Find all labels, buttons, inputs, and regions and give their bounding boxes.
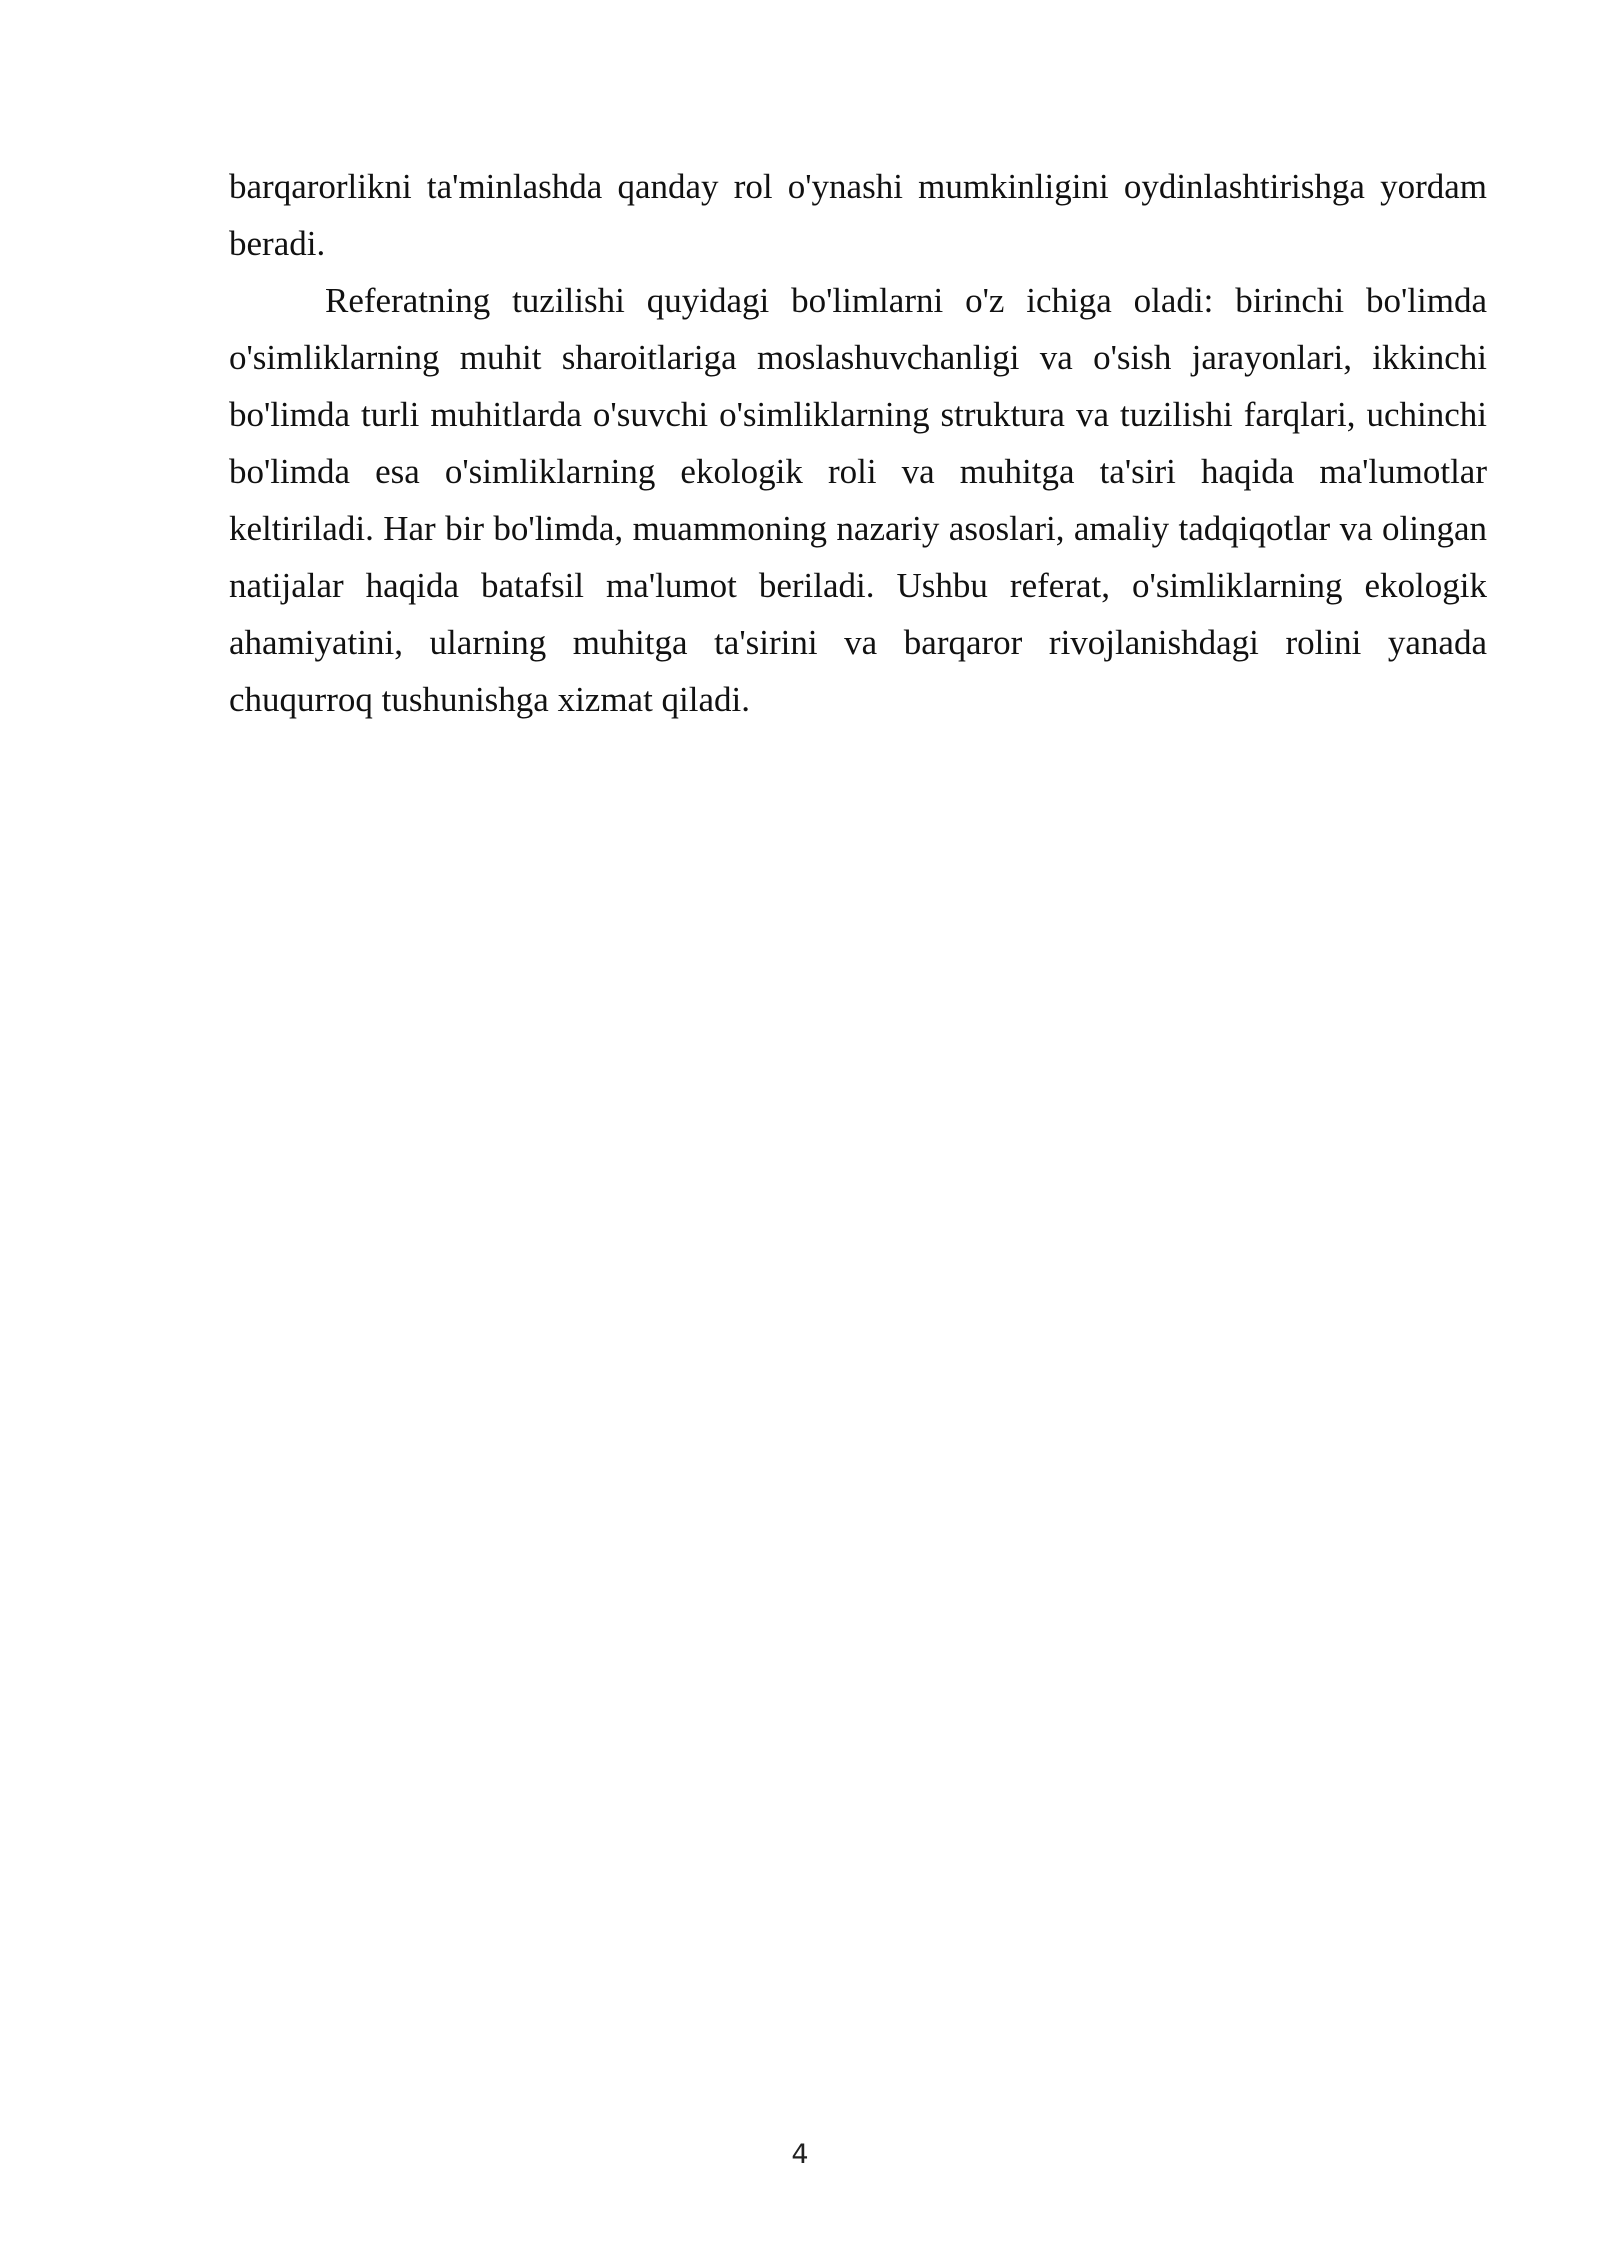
paragraph-continued: barqarorlikni ta'minlashda qanday rol o'ynashi mumkinligini oydinlashtirishga yordam beradi. bbox=[229, 167, 1487, 263]
body-text bbox=[229, 158, 1487, 728]
page-number: 4 bbox=[791, 2139, 809, 2170]
paragraph-report-structure: Referatning tuzilishi quyidagi bo'limlarni o'z ichiga oladi: birinchi bo'limda o'simliklarning muhit sharoitlariga moslashuvchanligi va o'sish jarayonlari, ikkinchi bo'limda turli muhitlarda o'suvchi o'simliklarning struktura va tuzilishi farqlari, uchinchi bo'limda esa o'simliklarning ekologik roli va muhitga ta'siri haqida ma'lumotlar keltiriladi. Har bir bo'limda, muammoning nazariy asoslari, amaliy tadqiqotlar va olingan natijalar haqida batafsil ma'lumot beriladi. Ushbu referat, o'simliklarning ekologik ahamiyatini, ularning muhitga ta'sirini va barqaror rivojlanishdagi rolini yanada chuqurroq tushunishga xizmat qiladi. bbox=[229, 281, 1487, 719]
